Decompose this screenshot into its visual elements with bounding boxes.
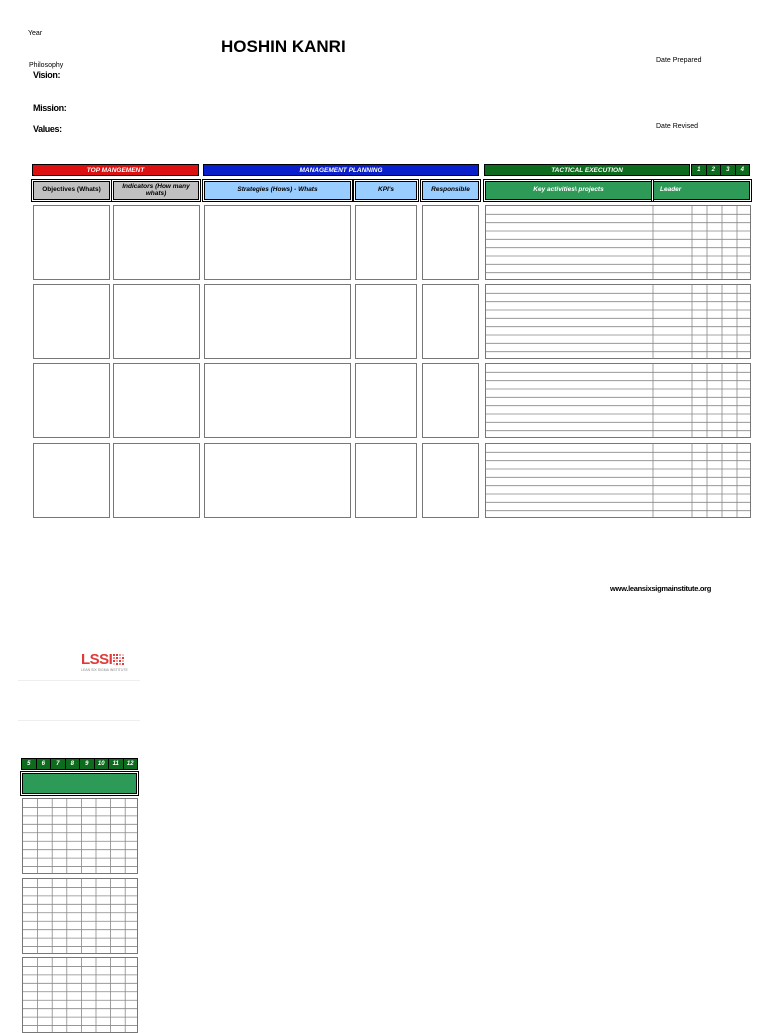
year-label: Year [28, 30, 43, 37]
objectives-cell[interactable] [33, 363, 110, 438]
strategies-cell[interactable] [204, 205, 351, 280]
indicators-cell[interactable] [113, 284, 200, 359]
date-revised-label: Date Revised [656, 123, 699, 130]
logo-text: LSSI [81, 651, 113, 668]
period-number: 12 [123, 759, 138, 769]
kpis-cell[interactable] [355, 363, 417, 438]
mission-label: Mission: [33, 103, 67, 113]
period-header-5-12 [21, 758, 138, 770]
strategies-cell[interactable] [204, 443, 351, 518]
strategies-cell[interactable] [204, 363, 351, 438]
indicators-cell[interactable] [113, 443, 200, 518]
period-number: 8 [65, 759, 80, 769]
activities-grid[interactable] [485, 205, 751, 280]
period-number: 10 [94, 759, 109, 769]
objectives-cell[interactable] [33, 284, 110, 359]
kpis-cell[interactable] [355, 284, 417, 359]
periods-grid[interactable] [22, 798, 138, 874]
column-strategies: Strategies (Hows) - Whats [204, 181, 351, 200]
period-number: 2 [706, 165, 721, 175]
website-url[interactable]: www.leansixsigmainstitute.org [610, 584, 712, 593]
divider [18, 720, 140, 721]
column-key-activities: Key activities\ projects [485, 181, 652, 200]
period-header-1-4 [691, 164, 750, 176]
period-number: 4 [735, 165, 750, 175]
strategies-cell[interactable] [204, 284, 351, 359]
indicators-cell[interactable] [113, 205, 200, 280]
activities-grid[interactable] [485, 363, 751, 438]
values-label: Values: [33, 124, 62, 134]
logo-grid-icon [113, 654, 125, 666]
responsible-cell[interactable] [422, 363, 479, 438]
period-subheader-bar [22, 773, 137, 794]
period-number: 7 [50, 759, 65, 769]
responsible-cell[interactable] [422, 205, 479, 280]
page-title: HOSHIN KANRI [221, 37, 346, 56]
objectives-cell[interactable] [33, 205, 110, 280]
period-number: 1 [697, 167, 701, 173]
logo-subtext: LEAN SIX SIGMA INSTITUTE [81, 668, 128, 672]
philosophy-label: Philosophy [29, 62, 64, 69]
activities-grid[interactable] [485, 284, 751, 359]
period-number: 5 [27, 761, 31, 767]
kpis-cell[interactable] [355, 205, 417, 280]
period-number: 6 [36, 759, 51, 769]
period-number: 11 [108, 759, 123, 769]
periods-grid[interactable] [22, 957, 138, 1033]
section-top-management: TOP MANGEMENT [32, 164, 199, 176]
activities-grid[interactable] [485, 443, 751, 518]
responsible-cell[interactable] [422, 443, 479, 518]
responsible-cell[interactable] [422, 284, 479, 359]
lssi-logo [81, 651, 128, 672]
period-number: 3 [720, 165, 735, 175]
divider [18, 680, 140, 681]
vision-label: Vision: [33, 70, 61, 80]
kpis-cell[interactable] [355, 443, 417, 518]
date-prepared-label: Date Prepared [656, 57, 702, 64]
indicators-cell[interactable] [113, 363, 200, 438]
periods-grid[interactable] [22, 878, 138, 954]
objectives-cell[interactable] [33, 443, 110, 518]
section-management-planning: MANAGEMENT PLANNING [203, 164, 479, 176]
section-tactical-execution: TACTICAL EXECUTION [484, 164, 690, 176]
column-kpis: KPI's [355, 181, 417, 200]
period-number: 9 [79, 759, 94, 769]
column-indicators: Indicators (How many whats) [113, 181, 199, 200]
column-leader: Leader [653, 181, 750, 200]
column-responsible: Responsible [422, 181, 479, 200]
column-objectives: Objectives (Whats) [33, 181, 110, 200]
